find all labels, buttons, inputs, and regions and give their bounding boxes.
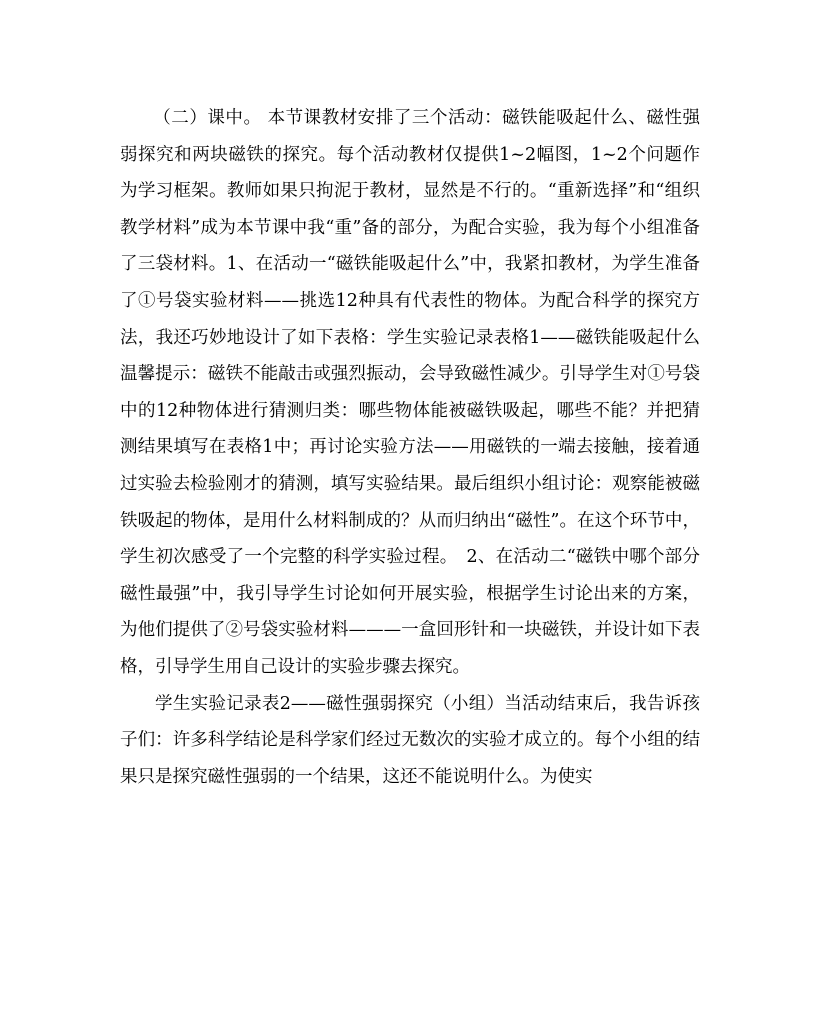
document-body	[120, 100, 718, 795]
paragraph-lesson-activities: （二）课中。 本节课教材安排了三个活动：磁铁能吸起什么、磁性强弱探究和两块磁铁的探究。每个活动教材仅提供1~2幅图，1~2个问题作为学习框架。教师如果只拘泥于教材，显然是不行的。“重新选择”和“组织教学材料”成为本节课中我“重”备的部分，为配合实验，我为每个小组准备了三袋材料。1、在活动一“磁铁能吸起什么”中，我紧扣教材，为学生准备了①号袋实验材料——挑选12种具有代表性的物体。为配合科学的探究方法，我还巧妙地设计了如下表格：学生实验记录表格1——磁铁能吸起什么 温馨提示：磁铁不能敲击或强烈振动，会导致磁性减少。引导学生对①号袋中的12种物体进行猜测归类：哪些物体能被磁铁吸起，哪些不能？并把猜测结果填写在表格1中；再讨论实验方法——用磁铁的一端去接触，接着通过实验去检验刚才的猜测，填写实验结果。最后组织小组讨论：观察能被磁铁吸起的物体，是用什么材料制成的？从而归纳出“磁性”。在这个环节中，学生初次感受了一个完整的科学实验过程。 2、在活动二“磁铁中哪个部分磁性最强”中，我引导学生讨论如何开展实验，根据学生讨论出来的方案，为他们提供了②号袋实验材料———一盒回形针和一块磁铁，并设计如下表格，引导学生用自己设计的实验步骤去探究。	[120, 108, 718, 677]
paragraph-experiment-record: 学生实验记录表2——磁性强弱探究（小组）当活动结束后，我告诉孩子们：许多科学结论是科学家们经过无数次的实验才成立的。每个小组的结果只是探究磁性强弱的一个结果，这还不能说明什么。为使实	[120, 693, 700, 787]
